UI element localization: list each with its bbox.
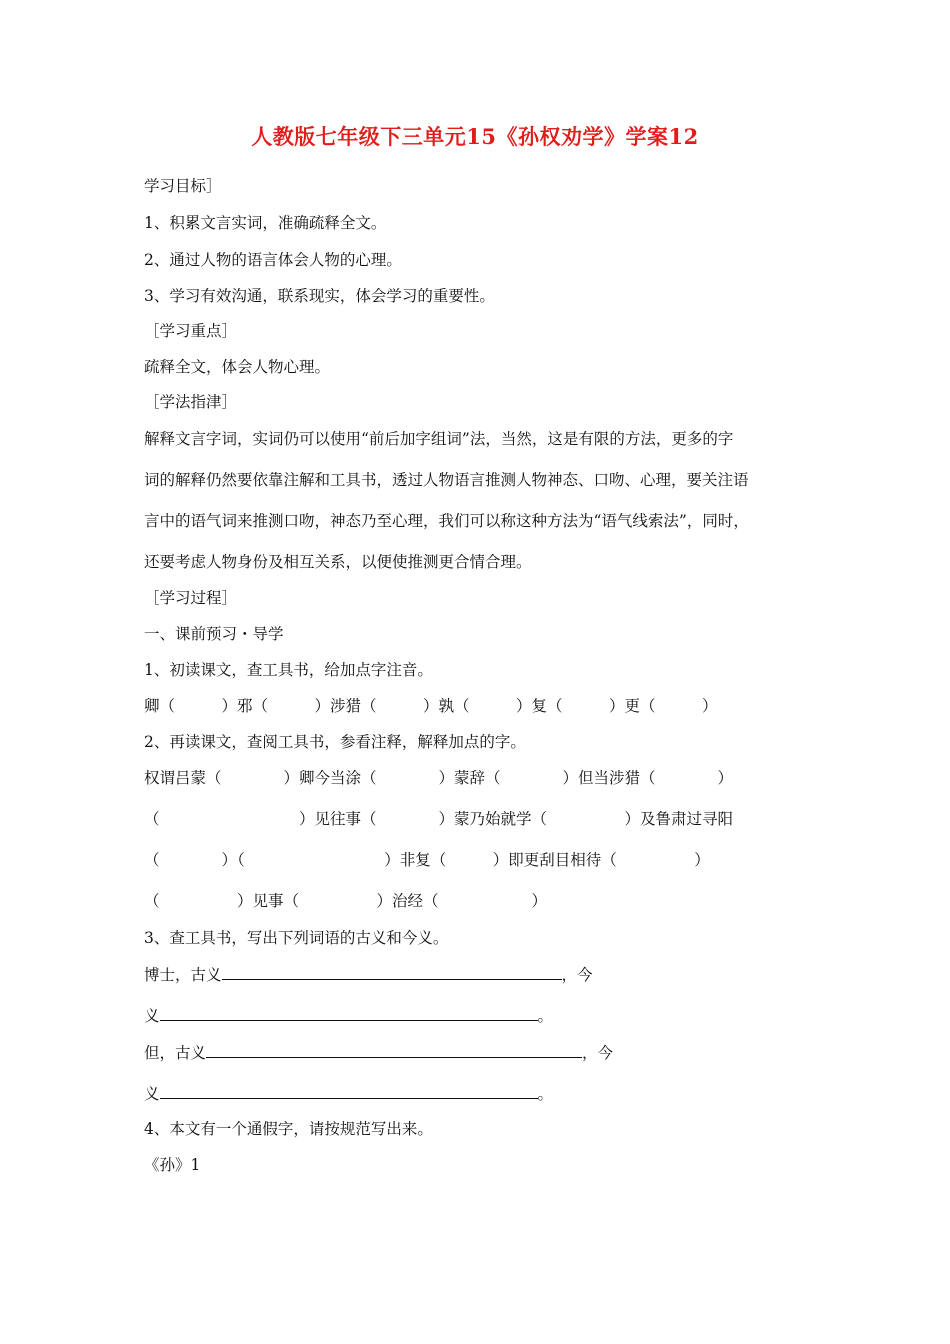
exercise-2-blanks-row: （ ）见事（ ）治经（ ） (144, 892, 548, 910)
method-paragraph-line: 言中的语气词来推测口吻，神态乃至心理，我们可以称这种方法为“语气线索法”，同时， (144, 512, 749, 530)
page-footer: 《孙》1 (144, 1156, 201, 1174)
exercise-3-instruction: 3、查工具书，写出下列词语的古义和今义。 (144, 929, 449, 947)
exercise-2-blanks-row: （ ）（ ）非复（ ）即更刮目相待（ ） (144, 851, 710, 869)
modern-label-cont: 义 (144, 1085, 160, 1103)
section-heading: 学习目标］ (144, 177, 222, 195)
section-heading: ［学法指津］ (144, 393, 238, 411)
key-point-text: 疏释全文，体会人物心理。 (144, 358, 331, 376)
objective-3: 3、学习有效沟通，联系现实，体会学习的重要性。 (144, 287, 495, 305)
modern-label: ，今 (582, 1044, 614, 1062)
boshi-modern-blank[interactable] (160, 1005, 538, 1021)
exercise-2-instruction: 2、再读课文，查阅工具书，参看注释，解释加点的字。 (144, 733, 526, 751)
boshi-ancient-blank[interactable] (222, 964, 562, 980)
objective-1: 1、积累文言实词，准确疏释全文。 (144, 214, 387, 232)
method-paragraph-line: 解释文言字词，实词仍可以使用“前后加字组词”法，当然，这是有限的方法，更多的字 (144, 430, 734, 448)
boshi-modern-line (144, 1005, 553, 1026)
dan-ancient-line (144, 1042, 613, 1063)
method-paragraph-line: 还要考虑人物身份及相互关系，以便使推测更合情合理。 (144, 553, 532, 571)
exercise-1-instruction: 1、初读课文，查工具书，给加点字注音。 (144, 661, 433, 679)
method-paragraph-line: 词的解释仍然要依靠注解和工具书，透过人物语言推测人物神态、口吻、心理，要关注语 (144, 471, 749, 489)
exercise-2-blanks-row: （ ）见往事（ ）蒙乃始就学（ ）及鲁肃过寻阳 (144, 810, 734, 828)
boshi-ancient-line (144, 964, 593, 985)
period: 。 (537, 1085, 554, 1103)
exercise-2-blanks-row: 权谓吕蒙（ ）卿今当涂（ ）蒙辞（ ）但当涉猎（ ） (144, 769, 734, 787)
modern-label-cont: 义 (144, 1007, 160, 1025)
dan-modern-blank[interactable] (160, 1083, 538, 1099)
exercise-4-instruction: 4、本文有一个通假字，请按规范写出来。 (144, 1120, 433, 1138)
dan-label: 但，古义 (144, 1044, 207, 1062)
subsection-heading: 一、课前预习・导学 (144, 625, 284, 643)
document-title: 人教版七年级下三单元15《孙权劝学》学案12 (251, 124, 699, 149)
boshi-label: 博士，古义 (144, 966, 222, 984)
exercise-1-blanks: 卿（ ）邪（ ）涉猎（ ）孰（ ）复（ ）更（ ） (144, 697, 718, 715)
section-heading: ［学习过程］ (144, 589, 238, 607)
section-heading: ［学习重点］ (144, 322, 238, 340)
objective-2: 2、通过人物的语言体会人物的心理。 (144, 251, 402, 269)
period: 。 (537, 1007, 554, 1025)
modern-label: ，今 (561, 966, 593, 984)
dan-modern-line (144, 1083, 553, 1104)
dan-ancient-blank[interactable] (206, 1042, 582, 1058)
